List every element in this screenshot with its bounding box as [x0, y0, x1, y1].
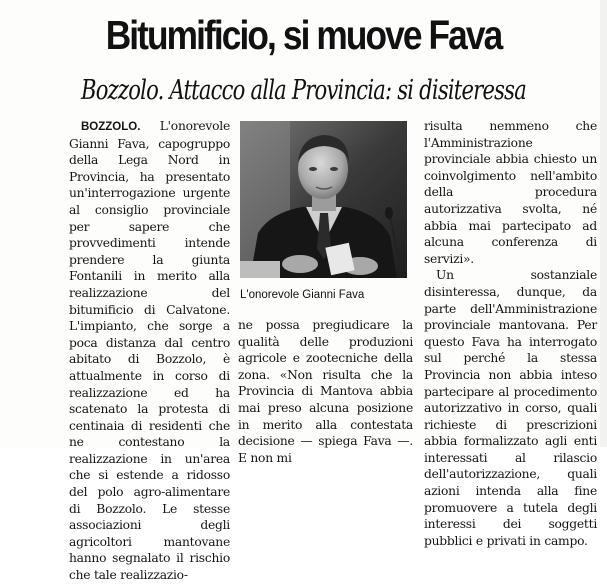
article-column-1	[69, 118, 230, 584]
dateline: BOZZOLO.	[81, 121, 141, 133]
photo-illustration	[240, 121, 407, 278]
article-paragraph-4: Un sostanziale disinteressa, dunque, da parte dell'Amministrazione provinciale mantovana. Per questo Fava ha interrogato sul perché la stessa Provincia non abbia inteso partecipare al procedimento autorizzativo in corso, quali richieste di prescrizioni abbia formalizzato agli enti interessati al rilascio dell'autorizzazione, quali azioni intenda alla fine promuovere a tutela degli interessi dei soggetti pubblici e privati in campo.	[424, 268, 597, 548]
portrait-photo	[240, 121, 407, 278]
page-edge	[600, 0, 607, 447]
article-paragraph-2: ne possa pregiudicare la qualità delle produzioni agricole e zootecniche della zona. «Non risulta che la Provincia di Mantova abbia mai preso alcuna posizione in merito alla contestata decisione — spiega Fava —. E non mi	[238, 318, 413, 465]
article-column-3	[424, 118, 597, 549]
article-paragraph-1: L'onorevole Gianni Fava, capogruppo della Lega Nord in Provincia, ha presentato un'interrogazione urgente al consiglio provinciale per sapere che provvedimenti intende prendere la giunta Fontanili in merito alla realizzazione del bitumificio di Calvatone. L'impianto, che sorge a poca distanza dal centro abitato di Bozzolo, è attualmente in corso di realizzazione ed ha scatenato la protesta di centinaia di residenti che ne contestano la realizzazione in un'area che si estende a ridosso del polo agro-alimentare di Bozzolo. Le stesse associazioni degli agricoltori mantovane hanno segnalato il rischio che tale realizzazio-	[69, 119, 230, 583]
article-column-2	[238, 317, 413, 466]
article-paragraph-3: risulta nemmeno che l'Amministrazione provinciale abbia chiesto un coinvolgimento nell'ambito della procedura autorizzativa svolta, né abbia mai partecipato ad alcuna conferenza di servizi».	[424, 119, 597, 266]
photo-caption: L'onorevole Gianni Fava	[240, 289, 365, 301]
subtitle: Bozzolo. Attacco alla Provincia: si disiteressa	[81, 75, 526, 106]
headline: Bitumificio, si muove Fava	[105, 12, 502, 58]
